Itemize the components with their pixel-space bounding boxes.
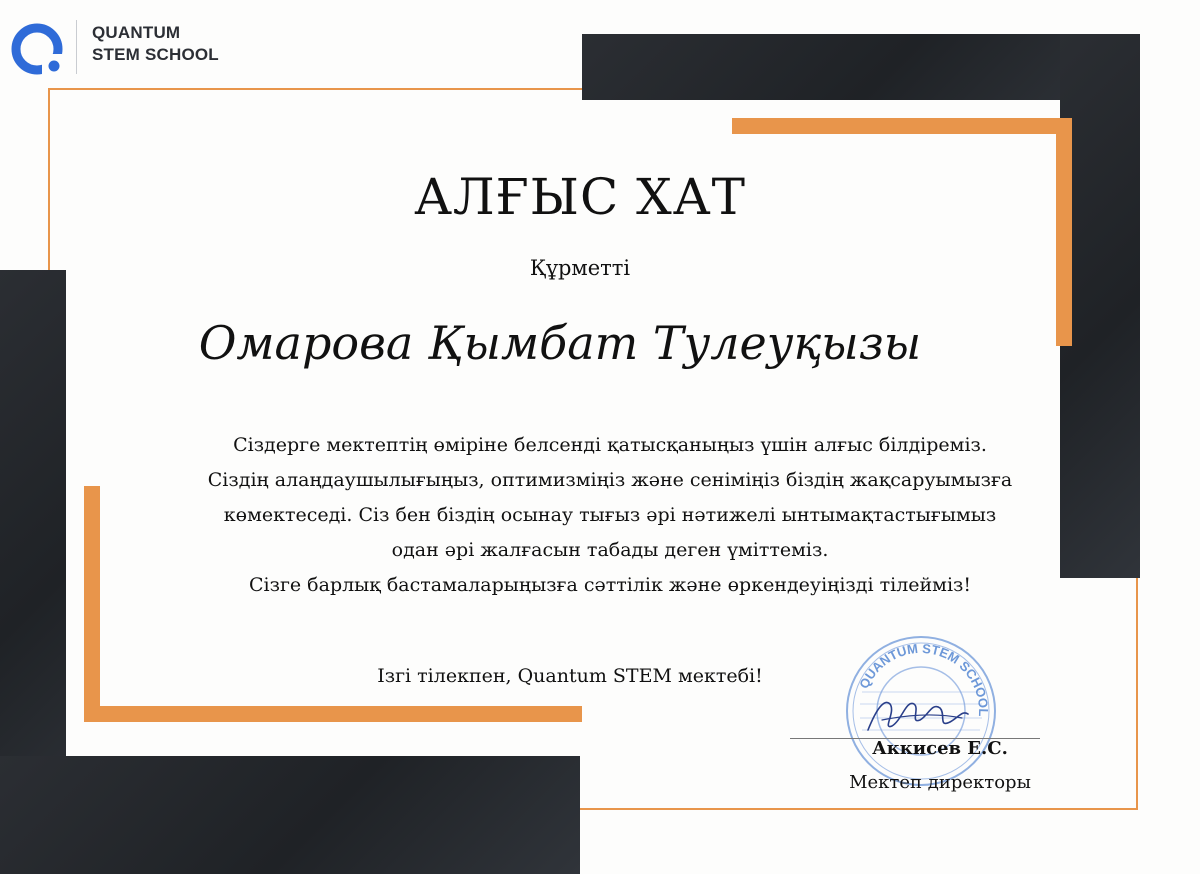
frame-line-top — [48, 88, 582, 90]
signer-name: Аккисев Е.С. — [872, 738, 1008, 759]
logo-line-2: STEM SCHOOL — [92, 45, 219, 64]
orange-bar-top — [732, 118, 1072, 134]
body-line: Сізге барлық бастамаларыңызға сәттілік және өркендеуіңізді тілейміз! — [248, 574, 972, 596]
body-line: көмектеседі. Сіз бен біздің осынау тығыз әрі нәтижелі ынтымақтастығымыз — [223, 504, 997, 526]
body-line: Сіздің алаңдаушылығыңыз, оптимизміңіз және сеніміңіз біздің жақсаруымызға — [207, 469, 1013, 491]
logo-separator — [76, 20, 77, 74]
body-line: Сіздерге мектептің өміріне белсенді қатысқаныңыз үшін алғыс білдіреміз. — [233, 434, 987, 456]
salutation: Құрметті — [529, 256, 631, 280]
frame-line-left — [48, 88, 50, 270]
orange-bar-bottom — [84, 706, 582, 722]
orange-bar-left — [84, 486, 100, 722]
certificate-title: АЛҒЫС ХАТ — [414, 168, 746, 226]
closing-line: Ізгі тілекпен, Quantum STEM мектебі! — [377, 665, 763, 687]
quantum-q-logo-icon — [8, 20, 66, 78]
handwritten-signature — [862, 690, 972, 742]
logo-text — [92, 22, 292, 66]
dark-block-bottom-left — [0, 756, 580, 874]
frame-line-right — [1136, 578, 1138, 810]
body-text — [110, 428, 1110, 603]
body-line: одан әрі жалғасын табады деген үміттеміз. — [391, 539, 829, 561]
recipient-name: Омарова Қымбат Тулеуқызы — [198, 316, 922, 370]
logo-line-1: QUANTUM — [92, 23, 181, 42]
stamp-text: QUANTUM STEM SCHOOL — [856, 640, 992, 717]
orange-bar-top-right — [1056, 118, 1072, 346]
signer-title: Мектеп директоры — [849, 772, 1031, 793]
frame-line-bottom — [580, 808, 1138, 810]
dark-block-top-right — [582, 34, 1140, 100]
